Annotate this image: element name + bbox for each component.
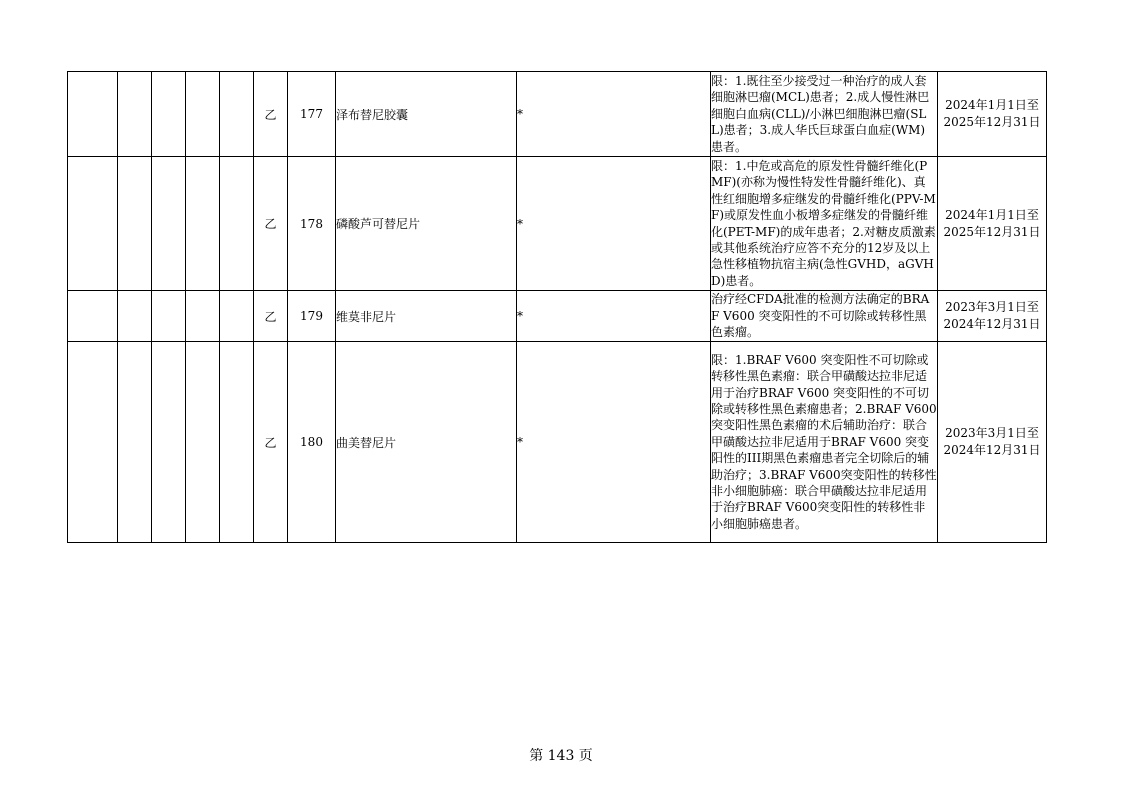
number-cell: 180 [288,342,336,543]
drug-name-cell: 维莫非尼片 [336,291,517,342]
blank-cell [68,342,118,543]
date-cell [938,72,1047,157]
limit-cell: 治疗经CFDA批准的检测方法确定的BRAF V600 突变阳性的不可切除或转移性黑色素瘤。 [711,291,938,342]
blank-cell [68,157,118,291]
category-cell: 乙 [254,291,288,342]
table-row [68,291,1047,342]
dosage-form-cell: * [517,157,711,291]
drug-name-cell: 磷酸芦可替尼片 [336,157,517,291]
blank-cell [152,342,186,543]
drug-list-table [67,71,1047,543]
limit-cell: 限：1.中危或高危的原发性骨髓纤维化(PMF)(亦称为慢性特发性骨髓纤维化)、真性红细胞增多症继发的骨髓纤维化(PPV-MF)或原发性血小板增多症继发的骨髓纤维化(PET-MF)的成年患者；2.对糖皮质激素或其他系统治疗应答不充分的12岁及以上急性移植物抗宿主病(急性GVHD，aGVHD)患者。 [711,157,938,291]
blank-cell [118,157,152,291]
dosage-form-cell: * [517,291,711,342]
blank-cell [220,72,254,157]
date-cell [938,291,1047,342]
number-cell: 177 [288,72,336,157]
blank-cell [186,291,220,342]
blank-cell [220,342,254,543]
date-end: 2024年12月31日 [943,443,1041,457]
date-start: 2024年1月1日至 [945,98,1039,112]
blank-cell [152,72,186,157]
blank-cell [152,157,186,291]
date-end: 2025年12月31日 [943,224,1041,239]
dosage-form-cell: * [517,342,711,543]
number-cell: 178 [288,157,336,291]
date-end: 2025年12月31日 [943,115,1041,129]
blank-cell [118,342,152,543]
blank-cell [118,72,152,157]
category-cell: 乙 [254,157,288,291]
blank-cell [186,342,220,543]
table-row [68,342,1047,543]
blank-cell [68,291,118,342]
limit-cell: 限：1.BRAF V600 突变阳性不可切除或转移性黑色素瘤：联合甲磺酸达拉非尼适用于治疗BRAF V600 突变阳性的不可切除或转移性黑色素瘤患者；2.BRAF V600 突变阳性黑色素瘤的术后辅助治疗：联合甲磺酸达拉非尼适用于BRAF V600 突变阳性的III期黑色素瘤患者完全切除后的辅助治疗；3.BRAF V600突变阳性的转移性非小细胞肺癌：联合甲磺酸达拉非尼适用于治疗BRAF V600突变阳性的转移性非小细胞肺癌患者。 [711,342,938,543]
table-row [68,72,1047,157]
dosage-form-cell: * [517,72,711,157]
drug-name-cell: 曲美替尼片 [336,342,517,543]
limit-cell: 限：1.既往至少接受过一种治疗的成人套细胞淋巴瘤(MCL)患者；2.成人慢性淋巴细胞白血病(CLL)/小淋巴细胞淋巴瘤(SLL)患者；3.成人华氏巨球蛋白血症(WM)患者。 [711,72,938,157]
date-start: 2024年1月1日至 [945,207,1039,222]
date-cell [938,157,1047,291]
category-cell: 乙 [254,72,288,157]
blank-cell [152,291,186,342]
number-cell: 179 [288,291,336,342]
blank-cell [118,291,152,342]
blank-cell [186,157,220,291]
date-start: 2023年3月1日至 [945,426,1039,440]
blank-cell [68,72,118,157]
category-cell: 乙 [254,342,288,543]
blank-cell [220,291,254,342]
blank-cell [220,157,254,291]
date-end: 2024年12月31日 [943,317,1041,331]
date-cell [938,342,1047,543]
date-start: 2023年3月1日至 [945,300,1039,314]
blank-cell [186,72,220,157]
drug-name-cell: 泽布替尼胶囊 [336,72,517,157]
table-row [68,157,1047,291]
page-number: 第 143 页 [529,748,593,764]
